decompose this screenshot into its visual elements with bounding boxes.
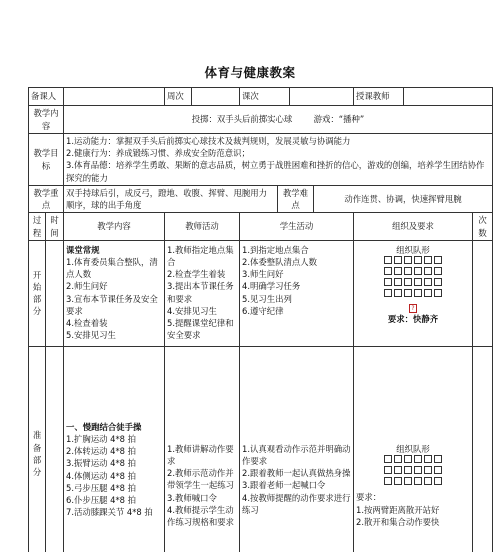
prep-content-line: 4.体侧运动 4*8 拍 xyxy=(66,470,137,481)
goals-label: 教学目标 xyxy=(29,134,64,186)
teacher-value xyxy=(404,88,493,106)
prep-content-line: 2.体转运动 4*8 拍 xyxy=(66,446,137,457)
student-position-icon xyxy=(394,466,402,474)
student-position-icon xyxy=(414,267,422,275)
student-position-icon xyxy=(404,256,412,264)
student-position-icon xyxy=(394,477,402,485)
student-position-icon xyxy=(384,455,392,463)
prep-org-title: 组织队形 xyxy=(396,443,430,454)
prep-content-line: 1.扩胸运动 4*8 拍 xyxy=(66,433,137,444)
student-position-icon xyxy=(414,477,422,485)
teacher-position-icon: ? xyxy=(409,304,417,313)
start-student-line: 4.明确学习任务 xyxy=(242,281,301,292)
page-title: 体育与健康教案 xyxy=(204,65,296,80)
start-teacher xyxy=(165,240,240,346)
start-phase: 开始部分 xyxy=(29,240,46,346)
student-position-icon xyxy=(424,466,432,474)
formation-row xyxy=(356,288,470,299)
student-position-icon xyxy=(394,289,402,297)
start-content-line: 2.师生问好 xyxy=(66,281,108,292)
goal-line: 2.健康行为：养成锻练习惯、养成安全防范意识； xyxy=(66,148,250,159)
key-text: 双手持球后引，成反弓，蹬地、收腹、挥臂、甩腕用力顺序，球的出手角度 xyxy=(64,186,278,213)
student-position-icon xyxy=(434,256,442,264)
student-position-icon xyxy=(424,256,432,264)
col-count: 次数 xyxy=(473,213,493,240)
start-content-line: 3.宣布本节课任务及安全要求 xyxy=(66,293,158,316)
student-position-icon xyxy=(414,278,422,286)
prep-content-line: 7.活动膝踝关节 4*8 拍 xyxy=(66,507,153,518)
prep-student-line: 2.跟着教师一起认真做热身操 xyxy=(242,468,351,479)
prep-phase: 准备部分 xyxy=(29,346,46,552)
week-value xyxy=(192,88,240,106)
prep-heading: 一、慢跑结合徒手操 xyxy=(66,421,142,432)
start-teacher-line: 1.教师指定地点集合 xyxy=(167,244,234,267)
student-position-icon xyxy=(424,455,432,463)
col-student: 学生活动 xyxy=(240,213,354,240)
start-student-line: 2.体委整队清点人数 xyxy=(242,256,317,267)
formation-row xyxy=(356,466,470,477)
formation-row xyxy=(356,278,470,289)
start-org xyxy=(354,240,473,346)
prep-content-line: 5.弓步压腿 4*8 拍 xyxy=(66,482,137,493)
student-position-icon xyxy=(404,466,412,474)
goal-line: 3.体育品德：培养学生勇敢、果断的意志品质，树立勇于战胜困难和挫折的信心，游戏的创编，培养学生团结协作探究的能力 xyxy=(66,160,485,183)
prep-teacher-line: 4.教师提示学生动作练习规格和要求 xyxy=(167,504,234,527)
start-req: 要求：快静齐 xyxy=(387,314,439,325)
content-topic xyxy=(64,106,493,134)
student-position-icon xyxy=(424,278,432,286)
start-formation xyxy=(356,256,470,299)
prep-label: 备课人 xyxy=(29,88,64,106)
goal-line: 1.运动能力：掌握双手头后前掷实心球技术及裁判规则，发展灵敏与协调能力 xyxy=(66,136,351,146)
student-position-icon xyxy=(434,267,442,275)
prep-teacher-line: 2.教师示范动作并带领学生一起练习 xyxy=(167,468,234,491)
start-org-title: 组织队形 xyxy=(396,244,430,255)
prep-req-line: 2.散开和集合动作要快 xyxy=(356,516,440,527)
prep-teacher-line: 1.教师讲解动作要求 xyxy=(167,443,234,466)
prep-org xyxy=(354,346,473,552)
lesson-label: 课次 xyxy=(240,88,290,106)
student-position-icon xyxy=(404,455,412,463)
student-position-icon xyxy=(394,267,402,275)
col-teacher: 教师活动 xyxy=(165,213,240,240)
prep-content xyxy=(64,346,165,552)
student-position-icon xyxy=(384,289,392,297)
start-time xyxy=(46,240,64,346)
topic-text: 投掷：双手头后前掷实心球 xyxy=(191,114,293,125)
prep-time xyxy=(46,346,64,552)
prep-req-label: 要求： xyxy=(356,492,382,503)
student-position-icon xyxy=(384,267,392,275)
student-position-icon xyxy=(434,455,442,463)
student-position-icon xyxy=(424,267,432,275)
student-position-icon xyxy=(434,477,442,485)
student-position-icon xyxy=(404,267,412,275)
start-teacher-line: 3.提出本节课任务和要求 xyxy=(167,281,234,304)
student-position-icon xyxy=(394,256,402,264)
formation-row xyxy=(356,267,470,278)
prep-value xyxy=(64,88,165,106)
formation-row xyxy=(356,455,470,466)
start-student-line: 6.遵守纪律 xyxy=(242,305,284,316)
formation-row xyxy=(356,477,470,488)
student-position-icon xyxy=(414,289,422,297)
prep-teacher-line: 3.教师喊口令 xyxy=(167,492,217,503)
student-position-icon xyxy=(434,466,442,474)
start-teacher-line: 2.检查学生着装 xyxy=(167,269,226,280)
prep-content-line: 6.仆步压腿 4*8 拍 xyxy=(66,494,137,505)
start-content xyxy=(64,240,165,346)
difficulty-text: 动作连贯、协调，快速挥臂甩腕 xyxy=(314,186,493,213)
week-label: 周次 xyxy=(165,88,192,106)
student-position-icon xyxy=(414,256,422,264)
col-org: 组织及要求 xyxy=(354,213,473,240)
student-position-icon xyxy=(434,289,442,297)
start-content-line: 4.检查着装 xyxy=(66,317,108,328)
prep-formation xyxy=(356,455,470,487)
student-position-icon xyxy=(404,289,412,297)
key-label: 教学重点 xyxy=(29,186,64,213)
col-process: 过程 xyxy=(29,213,46,240)
start-student xyxy=(240,240,354,346)
student-position-icon xyxy=(404,477,412,485)
student-position-icon xyxy=(424,477,432,485)
start-count xyxy=(473,240,493,346)
lesson-plan-table xyxy=(28,87,493,552)
start-student-line: 1.到指定地点集合 xyxy=(242,244,309,255)
start-content-line: 5.安排见习生 xyxy=(66,330,116,341)
start-content-line: 1.体育委员集合整队，清点人数 xyxy=(66,256,158,280)
formation-row xyxy=(356,256,470,267)
prep-student-line: 1.认真观看动作示范并明确动作要求 xyxy=(242,443,351,466)
student-position-icon xyxy=(394,278,402,286)
start-student-line: 3.师生问好 xyxy=(242,269,284,280)
prep-student-line: 4.按教师提醒的动作要求进行练习 xyxy=(242,492,351,515)
student-position-icon xyxy=(414,466,422,474)
prep-student xyxy=(240,346,354,552)
difficulty-label: 教学难点 xyxy=(278,186,314,213)
start-teacher-line: 4.安排见习生 xyxy=(167,305,217,316)
student-position-icon xyxy=(394,455,402,463)
student-position-icon xyxy=(384,466,392,474)
col-content: 教学内容 xyxy=(64,213,165,240)
student-position-icon xyxy=(384,256,392,264)
teacher-label: 授课教师 xyxy=(354,88,404,106)
student-position-icon xyxy=(414,455,422,463)
start-teacher-line: 5.提醒课堂纪律和安全要求 xyxy=(167,317,234,341)
student-position-icon xyxy=(384,278,392,286)
prep-content-line: 3.振臂运动 4*8 拍 xyxy=(66,458,137,469)
prep-count xyxy=(473,346,493,552)
student-position-icon xyxy=(434,278,442,286)
student-position-icon xyxy=(424,289,432,297)
prep-req-line: 1.按两臂距离散开站好 xyxy=(356,504,440,515)
start-student-line: 5.见习生出列 xyxy=(242,293,292,304)
prep-teacher xyxy=(165,346,240,552)
student-position-icon xyxy=(384,477,392,485)
prep-student-line: 3.跟着老师一起喊口令 xyxy=(242,480,326,491)
start-heading: 课堂常规 xyxy=(66,244,100,255)
goals-text xyxy=(64,134,493,186)
lesson-value xyxy=(290,88,354,106)
content-label: 教学内容 xyxy=(29,106,64,134)
col-time: 时间 xyxy=(46,213,64,240)
student-position-icon xyxy=(404,278,412,286)
game-text: 游戏：“播种” xyxy=(313,114,365,125)
